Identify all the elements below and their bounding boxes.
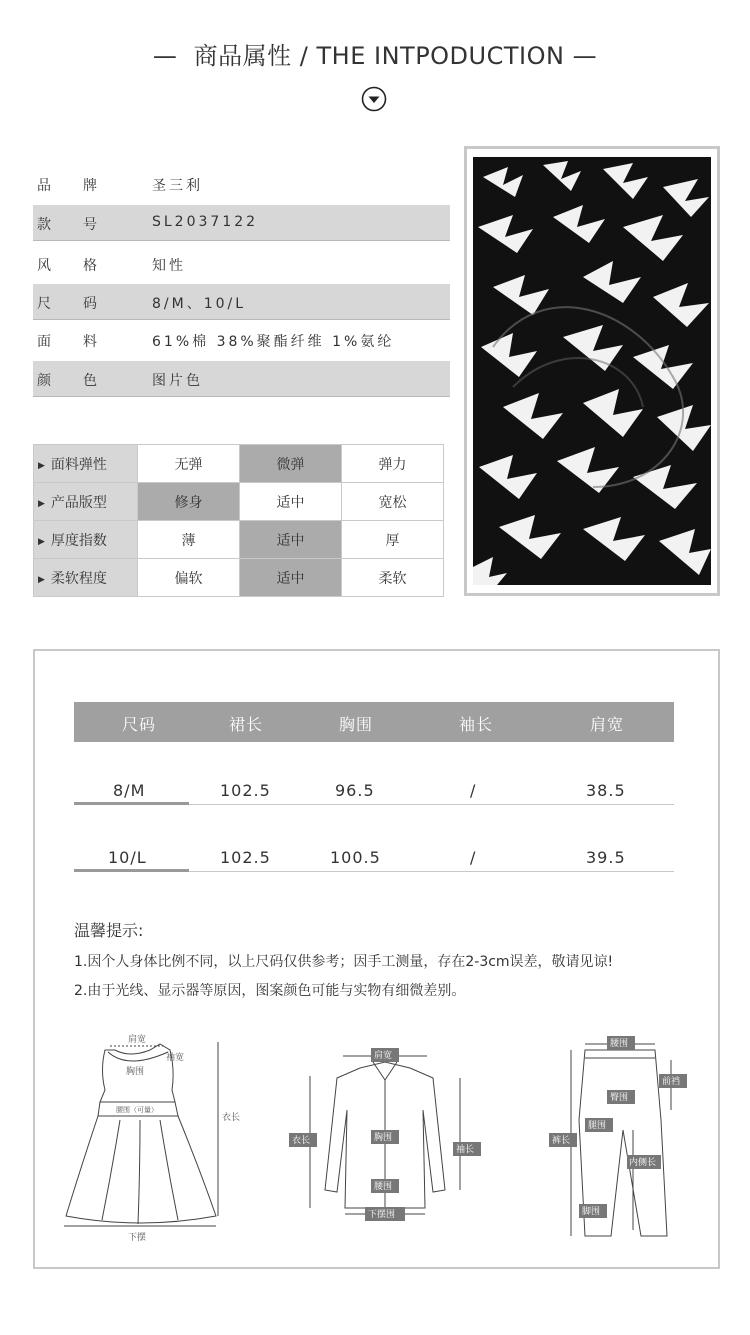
attribute-value: 圣三利 xyxy=(152,178,203,194)
shirt-hem-label: 下摆围 xyxy=(368,1210,396,1220)
size-cell: 102.5 xyxy=(220,781,271,800)
pants-rise-label: 前裆 xyxy=(662,1077,681,1087)
attribute-key: 格 xyxy=(83,258,100,274)
attribute-key: 款 xyxy=(37,217,54,233)
pants-waist-label: 腰围 xyxy=(610,1039,629,1049)
rating-option: 无弹 xyxy=(138,445,240,483)
pants-inseam-label: 内侧长 xyxy=(629,1158,657,1168)
size-cell: 100.5 xyxy=(330,848,381,867)
rating-option: 柔软 xyxy=(342,559,444,597)
attribute-row xyxy=(33,205,450,241)
rating-label-text: 厚度指数 xyxy=(50,532,107,549)
tips-title: 温馨提示: xyxy=(74,921,144,940)
attribute-value: SL2037122 xyxy=(152,214,259,230)
tip-line-1: 1.因个人身体比例不同，以上尺码仅供参考；因手工测量，存在2-3cm误差，敬请见谅! xyxy=(74,954,614,970)
attribute-value: 图片色 xyxy=(152,373,203,389)
attribute-row xyxy=(33,246,450,282)
rating-option: 适中 xyxy=(240,483,342,521)
size-header-cell: 裙长 xyxy=(229,715,264,734)
attribute-key: 号 xyxy=(83,217,100,233)
rating-option: 修身 xyxy=(138,483,240,521)
rating-option: 适中 xyxy=(240,559,342,597)
size-cell: 96.5 xyxy=(335,781,375,800)
attribute-key: 码 xyxy=(83,296,100,312)
attribute-key: 品 xyxy=(37,178,54,194)
attribute-key: 颜 xyxy=(37,373,54,389)
attribute-key: 牌 xyxy=(83,178,100,194)
rating-label-text: 面料弹性 xyxy=(50,456,107,473)
pants-measure-diagram xyxy=(545,1030,695,1245)
attribute-key: 风 xyxy=(37,258,54,274)
rating-option: 弹力 xyxy=(342,445,444,483)
shirt-length-label: 衣长 xyxy=(292,1136,311,1146)
shirt-sleeve-label: 袖长 xyxy=(456,1145,475,1155)
attribute-value: 61%棉 38%聚酯纤维 1%氨纶 xyxy=(152,334,395,350)
dress-waist-label: 腰围（可量） xyxy=(116,1106,158,1114)
row-divider-accent xyxy=(74,869,189,872)
size-cell: 102.5 xyxy=(220,848,271,867)
rating-option: 偏软 xyxy=(138,559,240,597)
dress-hem-label: 下摆 xyxy=(128,1233,147,1243)
size-header-cell: 肩宽 xyxy=(590,715,625,734)
attribute-row xyxy=(33,166,450,202)
size-header-cell: 胸围 xyxy=(339,715,374,734)
attribute-row xyxy=(33,361,450,397)
section-title: 商品属性 / THE INTPODUCTION xyxy=(193,42,565,70)
rating-label xyxy=(34,521,138,559)
triangle-right-icon: ▶ xyxy=(38,574,45,585)
rating-label-text: 产品版型 xyxy=(50,494,107,511)
chevron-down-circle-icon xyxy=(361,86,387,112)
section-header: — 商品属性 / THE INTPODUCTION — xyxy=(152,42,598,70)
size-cell: / xyxy=(470,848,477,867)
pants-length-label: 裤长 xyxy=(552,1136,571,1146)
dress-chest-label: 胸围 xyxy=(126,1067,145,1077)
fabric-pattern-image xyxy=(473,157,711,585)
attribute-value: 8/M、10/L xyxy=(152,296,247,312)
rating-option: 宽松 xyxy=(342,483,444,521)
dress-shoulder-label: 肩宽 xyxy=(128,1035,147,1045)
size-header-cell: 尺码 xyxy=(122,715,157,734)
size-table-header xyxy=(74,702,674,742)
rating-row xyxy=(34,483,444,521)
attribute-row xyxy=(33,284,450,320)
size-cell: 39.5 xyxy=(586,848,626,867)
shirt-chest-label: 胸围 xyxy=(374,1133,393,1143)
rating-label xyxy=(34,559,138,597)
dress-sleeve-label: 袖宽 xyxy=(166,1053,185,1063)
attribute-value: 知性 xyxy=(152,258,186,274)
rating-row xyxy=(34,521,444,559)
fabric-photo xyxy=(464,146,720,596)
rating-label-text: 柔软程度 xyxy=(50,570,107,587)
shirt-shoulder-label: 肩宽 xyxy=(374,1051,393,1061)
rating-option: 薄 xyxy=(138,521,240,559)
pants-hip-label: 臀围 xyxy=(610,1093,629,1103)
size-cell: 10/L xyxy=(108,848,147,867)
rating-option: 适中 xyxy=(240,521,342,559)
triangle-right-icon: ▶ xyxy=(38,536,45,547)
attribute-key: 尺 xyxy=(37,296,54,312)
size-header-cell: 袖长 xyxy=(459,715,494,734)
dress-measure-diagram xyxy=(60,1030,240,1245)
triangle-right-icon: ▶ xyxy=(38,498,45,509)
attribute-row xyxy=(33,322,450,358)
triangle-right-icon: ▶ xyxy=(38,460,45,471)
size-cell: 8/M xyxy=(113,781,146,800)
rating-row xyxy=(34,559,444,597)
rating-grid xyxy=(33,444,444,597)
row-divider-accent xyxy=(74,802,189,805)
rating-option: 厚 xyxy=(342,521,444,559)
shirt-measure-diagram xyxy=(285,1040,485,1225)
rating-row xyxy=(34,445,444,483)
pants-foot-label: 脚围 xyxy=(582,1207,601,1217)
rating-label xyxy=(34,445,138,483)
shirt-waist-label: 腰围 xyxy=(374,1182,393,1192)
attribute-key: 面 xyxy=(37,334,54,350)
attribute-key: 料 xyxy=(83,334,100,350)
pants-thigh-label: 腿围 xyxy=(588,1121,607,1131)
rating-option: 微弹 xyxy=(240,445,342,483)
dress-length-label: 衣长 xyxy=(222,1113,240,1123)
size-cell: 38.5 xyxy=(586,781,626,800)
size-cell: / xyxy=(470,781,477,800)
attribute-key: 色 xyxy=(83,373,100,389)
tip-line-2: 2.由于光线、显示器等原因，图案颜色可能与实物有细微差别。 xyxy=(74,983,466,999)
rating-label xyxy=(34,483,138,521)
